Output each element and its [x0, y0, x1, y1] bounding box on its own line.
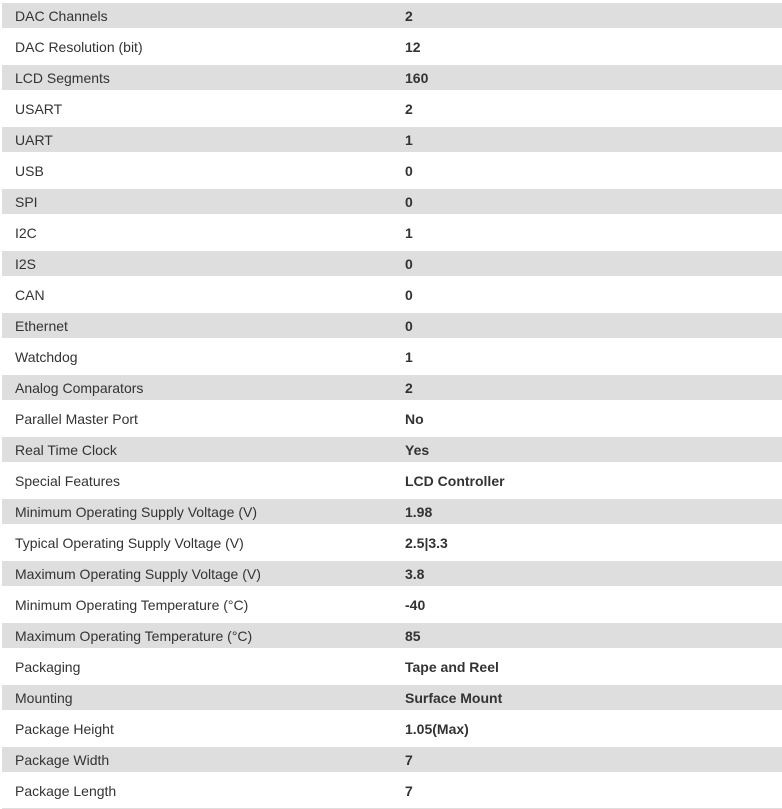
- table-row: [0, 155, 782, 186]
- spec-value: 12: [405, 38, 421, 55]
- spec-value: 1.05(Max): [405, 720, 469, 737]
- spec-value: 3.8: [405, 565, 425, 582]
- spec-value: 0: [405, 162, 413, 179]
- spec-value: 0: [405, 317, 413, 334]
- table-row: [0, 589, 782, 620]
- spec-value: 1: [405, 131, 413, 148]
- spec-label: DAC Channels: [15, 7, 108, 24]
- spec-value: 2.5|3.3: [405, 534, 448, 551]
- spec-label: I2S: [15, 255, 37, 272]
- spec-value: Yes: [405, 441, 430, 458]
- spec-value: 0: [405, 193, 413, 210]
- table-row: [0, 31, 782, 62]
- table-row: [0, 527, 782, 558]
- table-row: [0, 186, 782, 217]
- table-row: [0, 62, 782, 93]
- spec-value: 2: [405, 7, 413, 24]
- spec-label: SPI: [15, 193, 38, 210]
- spec-label: Maximum Operating Temperature (°C): [15, 627, 253, 644]
- spec-value: 2: [405, 379, 413, 396]
- table-row: [0, 341, 782, 372]
- spec-value: Tape and Reel: [405, 658, 499, 675]
- table-row: [0, 124, 782, 155]
- spec-label: Parallel Master Port: [15, 410, 138, 427]
- spec-value: Surface Mount: [405, 689, 503, 706]
- spec-value: 7: [405, 782, 413, 799]
- spec-label: Mounting: [15, 689, 73, 706]
- table-row: [0, 682, 782, 713]
- spec-label: DAC Resolution (bit): [15, 38, 143, 55]
- spec-label: USB: [15, 162, 44, 179]
- table-row: [0, 775, 782, 806]
- spec-value: 0: [405, 286, 413, 303]
- table-row: [0, 310, 782, 341]
- spec-value: -40: [405, 596, 426, 613]
- table-row: [0, 713, 782, 744]
- table-row: [0, 620, 782, 651]
- table-row: [0, 372, 782, 403]
- spec-label: Special Features: [15, 472, 121, 489]
- spec-label: CAN: [15, 286, 45, 303]
- spec-label: Minimum Operating Supply Voltage (V): [15, 503, 257, 520]
- spec-label: Ethernet: [15, 317, 68, 334]
- spec-value: 1.98: [405, 503, 433, 520]
- spec-value: No: [405, 410, 424, 427]
- spec-label: Real Time Clock: [15, 441, 117, 458]
- table-row: [0, 248, 782, 279]
- spec-value: 1: [405, 348, 413, 365]
- spec-label: Package Height: [15, 720, 114, 737]
- spec-value: 160: [405, 69, 429, 86]
- spec-value: 7: [405, 751, 413, 768]
- spec-value: 0: [405, 255, 413, 272]
- table-row: [0, 744, 782, 775]
- table-row: [0, 651, 782, 682]
- spec-value: 85: [405, 627, 421, 644]
- table-row: [0, 279, 782, 310]
- spec-label: USART: [15, 100, 63, 117]
- spec-label: I2C: [15, 224, 37, 241]
- table-row: [0, 558, 782, 589]
- table-row: [0, 496, 782, 527]
- table-row: [0, 0, 782, 31]
- spec-value: LCD Controller: [405, 472, 505, 489]
- spec-label: Watchdog: [15, 348, 78, 365]
- spec-label: Packaging: [15, 658, 81, 675]
- table-row: [0, 434, 782, 465]
- spec-label: Typical Operating Supply Voltage (V): [15, 534, 244, 551]
- spec-label: Minimum Operating Temperature (°C): [15, 596, 249, 613]
- table-row: [0, 403, 782, 434]
- spec-label: Analog Comparators: [15, 379, 144, 396]
- spec-label: Package Length: [15, 782, 117, 799]
- table-row: [0, 465, 782, 496]
- spec-label: LCD Segments: [15, 69, 110, 86]
- table-row: [0, 93, 782, 124]
- spec-label: Package Width: [15, 751, 110, 768]
- table-row: [0, 217, 782, 248]
- spec-label: UART: [15, 131, 53, 148]
- spec-label: Maximum Operating Supply Voltage (V): [15, 565, 261, 582]
- spec-value: 2: [405, 100, 413, 117]
- spec-value: 1: [405, 224, 413, 241]
